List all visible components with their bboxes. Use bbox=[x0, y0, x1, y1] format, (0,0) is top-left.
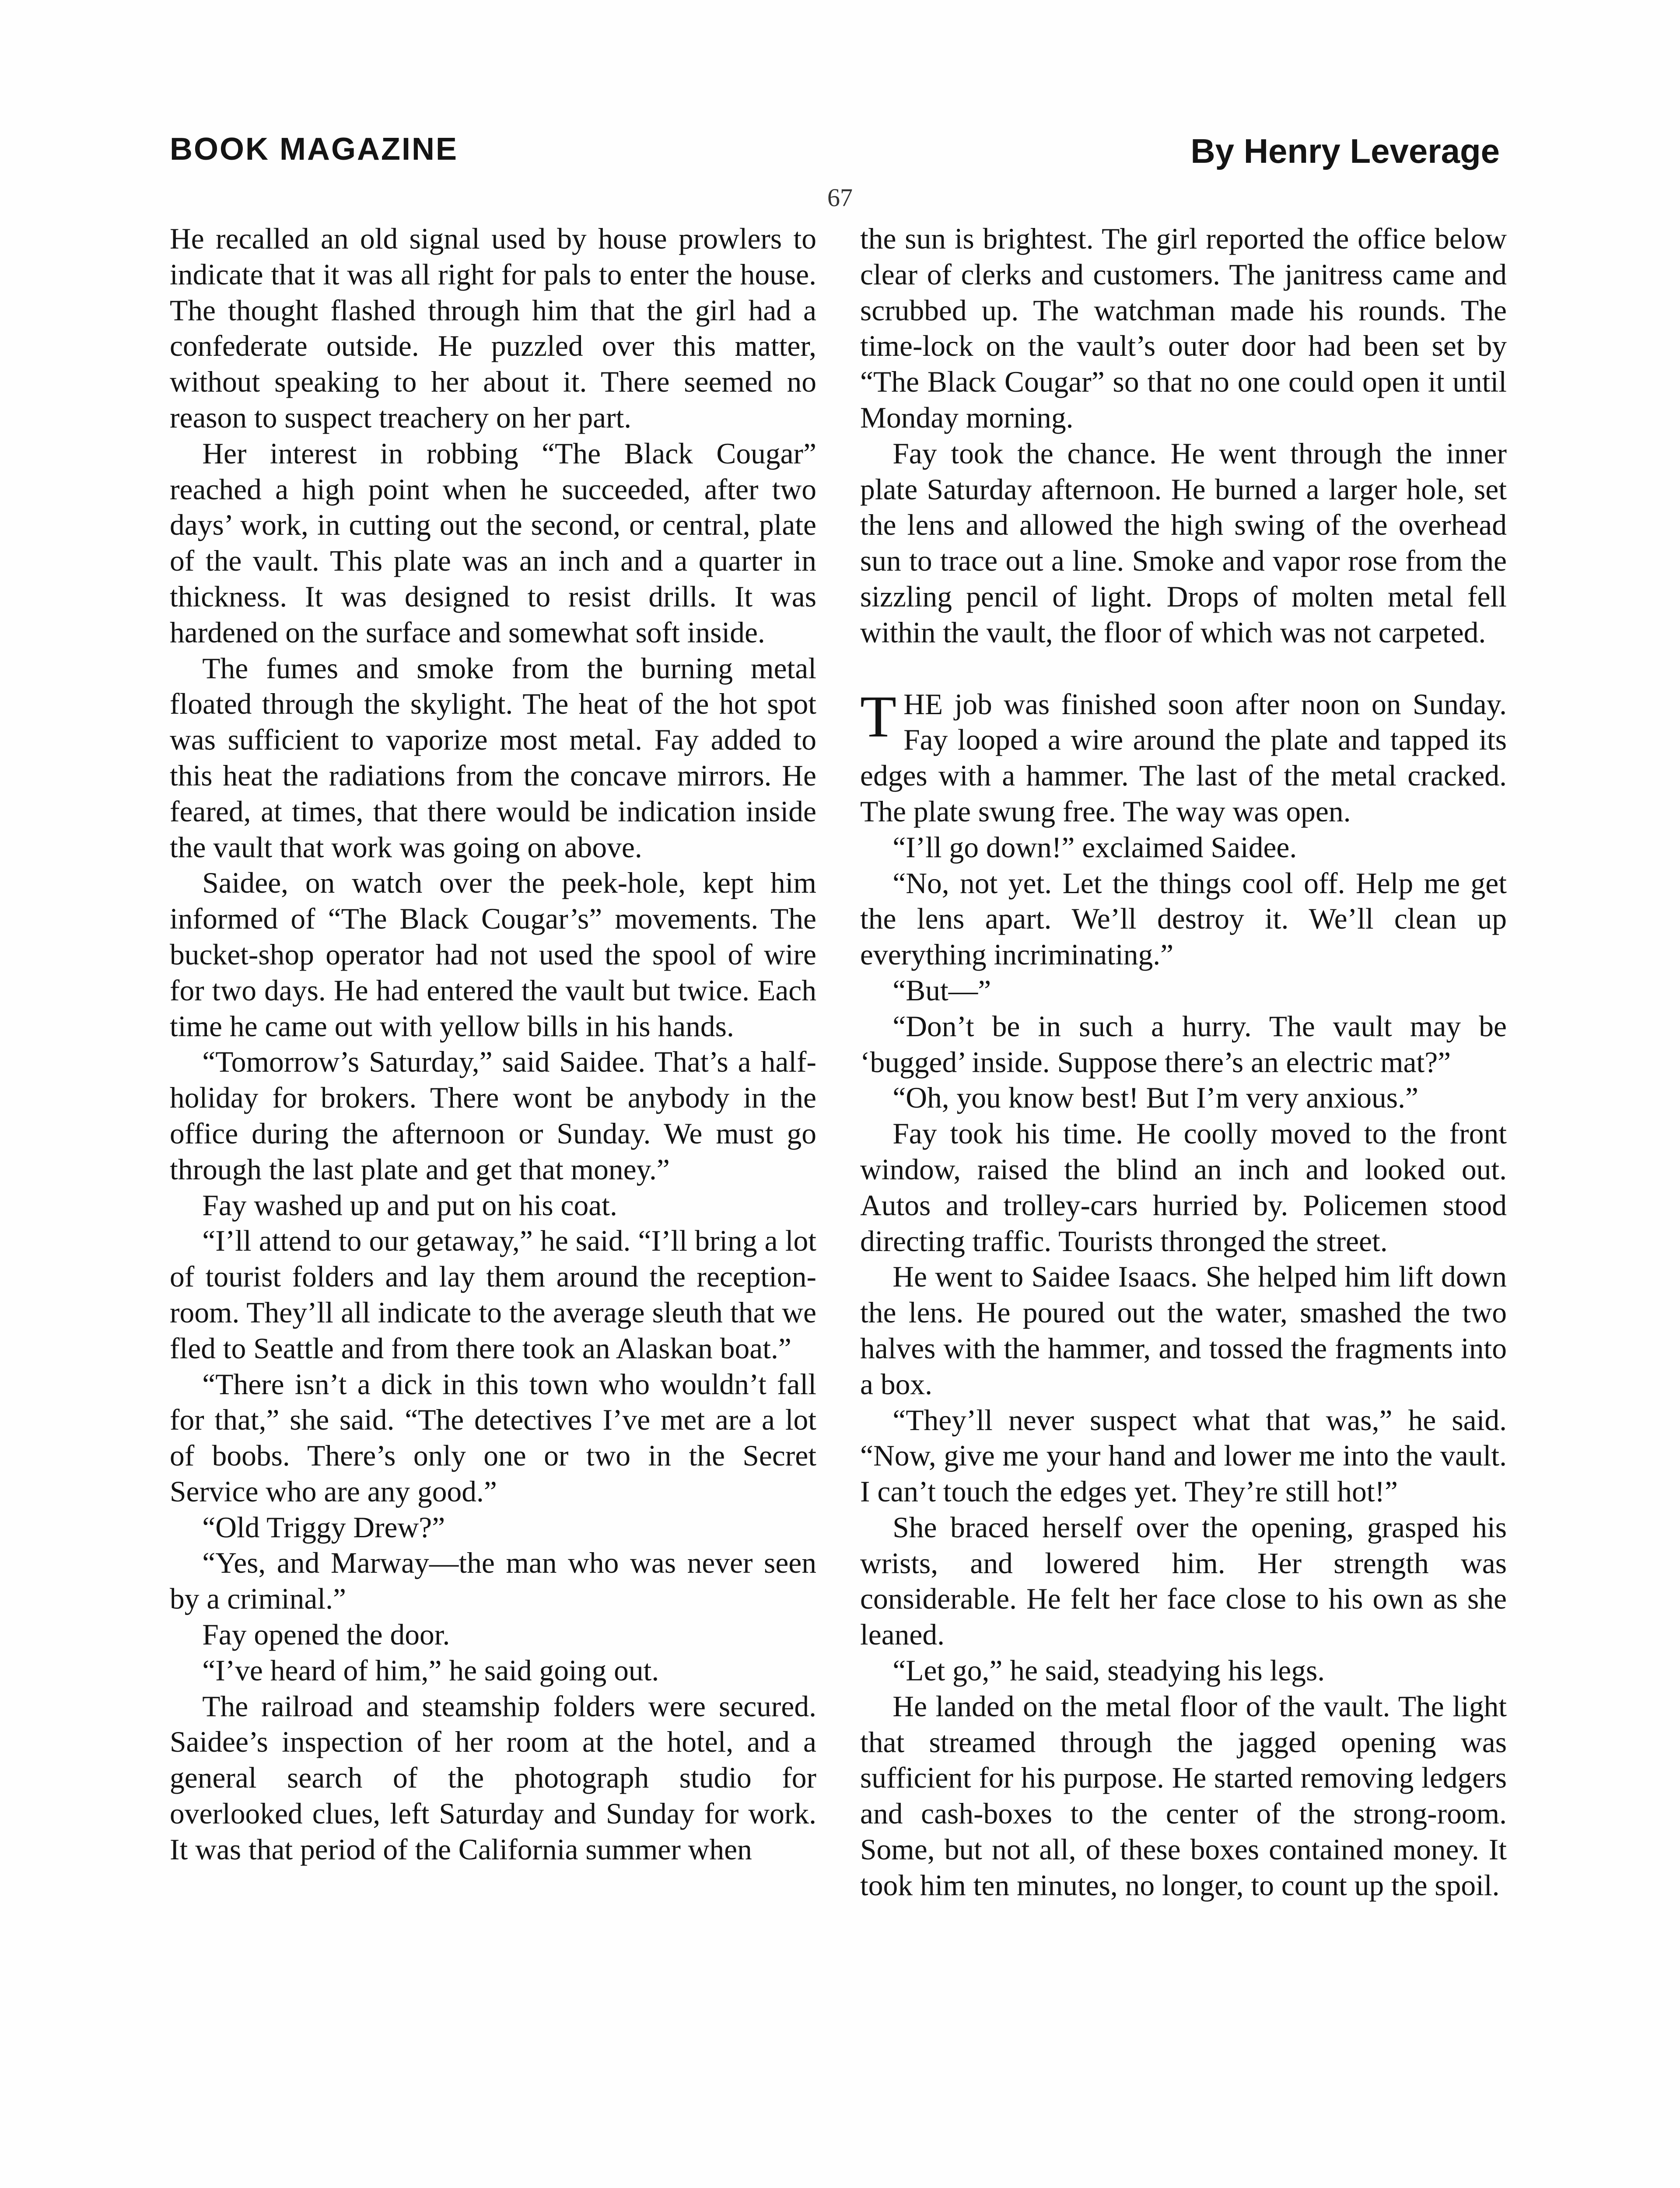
paragraph: The railroad and steamship folders were secured. Saidee’s inspection of her room at the hotel, and a general search of the photograph studio for overlooked clues, left Saturday and Sunday for work. It was that period of the California summer when bbox=[170, 1690, 816, 1866]
paragraph: He went to Saidee Isaacs. She helped him lift down the lens. He poured out the water, smashed the two halves with the hammer, and tossed the fragments into a box. bbox=[860, 1260, 1507, 1401]
paragraph: “Oh, you know best! But I’m very anxious.” bbox=[892, 1081, 1418, 1115]
paragraph: Her interest in robbing “The Black Cougar” reached a high point when he succeeded, after two days’ work, in cutting out the second, or central, plate of the vault. This plate was an inch and a quarter in thickness. It was designed to resist drills. It was hardened on the surface and somewhat soft inside. bbox=[170, 437, 816, 649]
opening-text: HE job was finished soon after noon on Sunday. Fay looped a wire around the plate and tapped its edges with a hammer. The last of the metal cracked. The plate swung free. The way was open. bbox=[860, 687, 1507, 828]
section-break bbox=[860, 651, 1507, 687]
paragraph: “Yes, and Marway—the man who was never seen by a criminal.” bbox=[170, 1546, 816, 1616]
left-column bbox=[170, 221, 816, 2188]
paragraph: “No, not yet. Let the things cool off. Help me get the lens apart. We’ll destroy it. We’ll clean up everything incriminating.” bbox=[860, 866, 1507, 971]
publication-title: BOOK MAGAZINE bbox=[170, 132, 458, 167]
author-byline: By Henry Leverage bbox=[1190, 132, 1500, 170]
paragraph: “There isn’t a dick in this town who wouldn’t fall for that,” she said. “The detectives I’ve met are a lot of boobs. There’s only one or two in the Secret Service who are any good.” bbox=[170, 1368, 816, 1508]
paragraph: Saidee, on watch over the peek-hole, kept him informed of “The Black Cougar’s” movements. The bucket-shop operator had not used the spool of wire for two days. He had entered the vault but twice. Each time he came out with yellow bills in his hands. bbox=[170, 866, 816, 1043]
paragraph: “I’ll attend to our getaway,” he said. “I’ll bring a lot of tourist folders and lay them around the reception-room. They’ll all indicate to the average sleuth that we fled to Seattle and from there took an Alaskan boat.” bbox=[170, 1224, 816, 1365]
paragraph: the sun is brightest. The girl reported the office below clear of clerks and customers. The janitress came and scrubbed up. The watchman made his rounds. The time-lock on the vault’s outer door had been set by “The Black Cougar” so that no one could open it until Monday morning. bbox=[860, 222, 1507, 434]
paragraph: The fumes and smoke from the burning metal floated through the skylight. The heat of the hot spot was sufficient to vaporize most metal. Fay added to this heat the radiations from the concave mirrors. He feared, at times, that there would be indication inside the vault that work was going on above. bbox=[170, 652, 816, 864]
paragraph: “Don’t be in such a hurry. The vault may be ‘bugged’ inside. Suppose there’s an electric mat?” bbox=[860, 1010, 1507, 1079]
paragraph: She braced herself over the opening, grasped his wrists, and lowered him. Her strength was considerable. He felt her face close to his own as she leaned. bbox=[860, 1511, 1507, 1652]
paragraph: “I’ve heard of him,” he said going out. bbox=[202, 1654, 659, 1687]
paragraph: “But—” bbox=[892, 974, 991, 1007]
paragraph: “Let go,” he said, steadying his legs. bbox=[892, 1654, 1325, 1687]
paragraph: Fay opened the door. bbox=[202, 1618, 450, 1652]
paragraph: He landed on the metal floor of the vault. The light that streamed through the jagged opening was sufficient for his purpose. He started removing ledgers and cash-boxes to the center of the strong-room. Some, but not all, of these boxes contained money. It took him ten minutes, no longer, to count up the spoil. bbox=[860, 1690, 1507, 1902]
paragraph: “Tomorrow’s Saturday,” said Saidee. That’s a half-holiday for brokers. There wont be anybody in the office during the afternoon or Sunday. We must go through the last plate and get that money.” bbox=[170, 1045, 816, 1186]
page-number: 67 bbox=[827, 183, 853, 212]
paragraph: Fay washed up and put on his coat. bbox=[202, 1189, 617, 1222]
paragraph: “I’ll go down!” exclaimed Saidee. bbox=[892, 831, 1297, 864]
paragraph: “They’ll never suspect what that was,” he said. “Now, give me your hand and lower me into the vault. I can’t touch the edges yet. They’re still hot!” bbox=[860, 1403, 1507, 1508]
paragraph: “Old Triggy Drew?” bbox=[202, 1511, 445, 1544]
paragraph: He recalled an old signal used by house prowlers to indicate that it was all right for pals to enter the house. The thought flashed through him that the girl had a confederate outside. He puzzled over this matter, without speaking to her about it. There seemed no reason to suspect treachery on her part. bbox=[170, 222, 816, 434]
drop-cap: T bbox=[860, 684, 897, 750]
section-opening-paragraph bbox=[860, 684, 1507, 830]
paragraph: Fay took his time. He coolly moved to the front window, raised the blind an inch and looked out. Autos and trolley-cars hurried by. Policemen stood directing traffic. Tourists thronged the street. bbox=[860, 1117, 1507, 1258]
right-column bbox=[860, 221, 1507, 2188]
paragraph: Fay took the chance. He went through the inner plate Saturday afternoon. He burned a larger hole, set the lens and allowed the high swing of the overhead sun to trace out a line. Smoke and vapor rose from the sizzling pencil of light. Drops of molten metal fell within the vault, the floor of which was not carpeted. bbox=[860, 437, 1507, 649]
